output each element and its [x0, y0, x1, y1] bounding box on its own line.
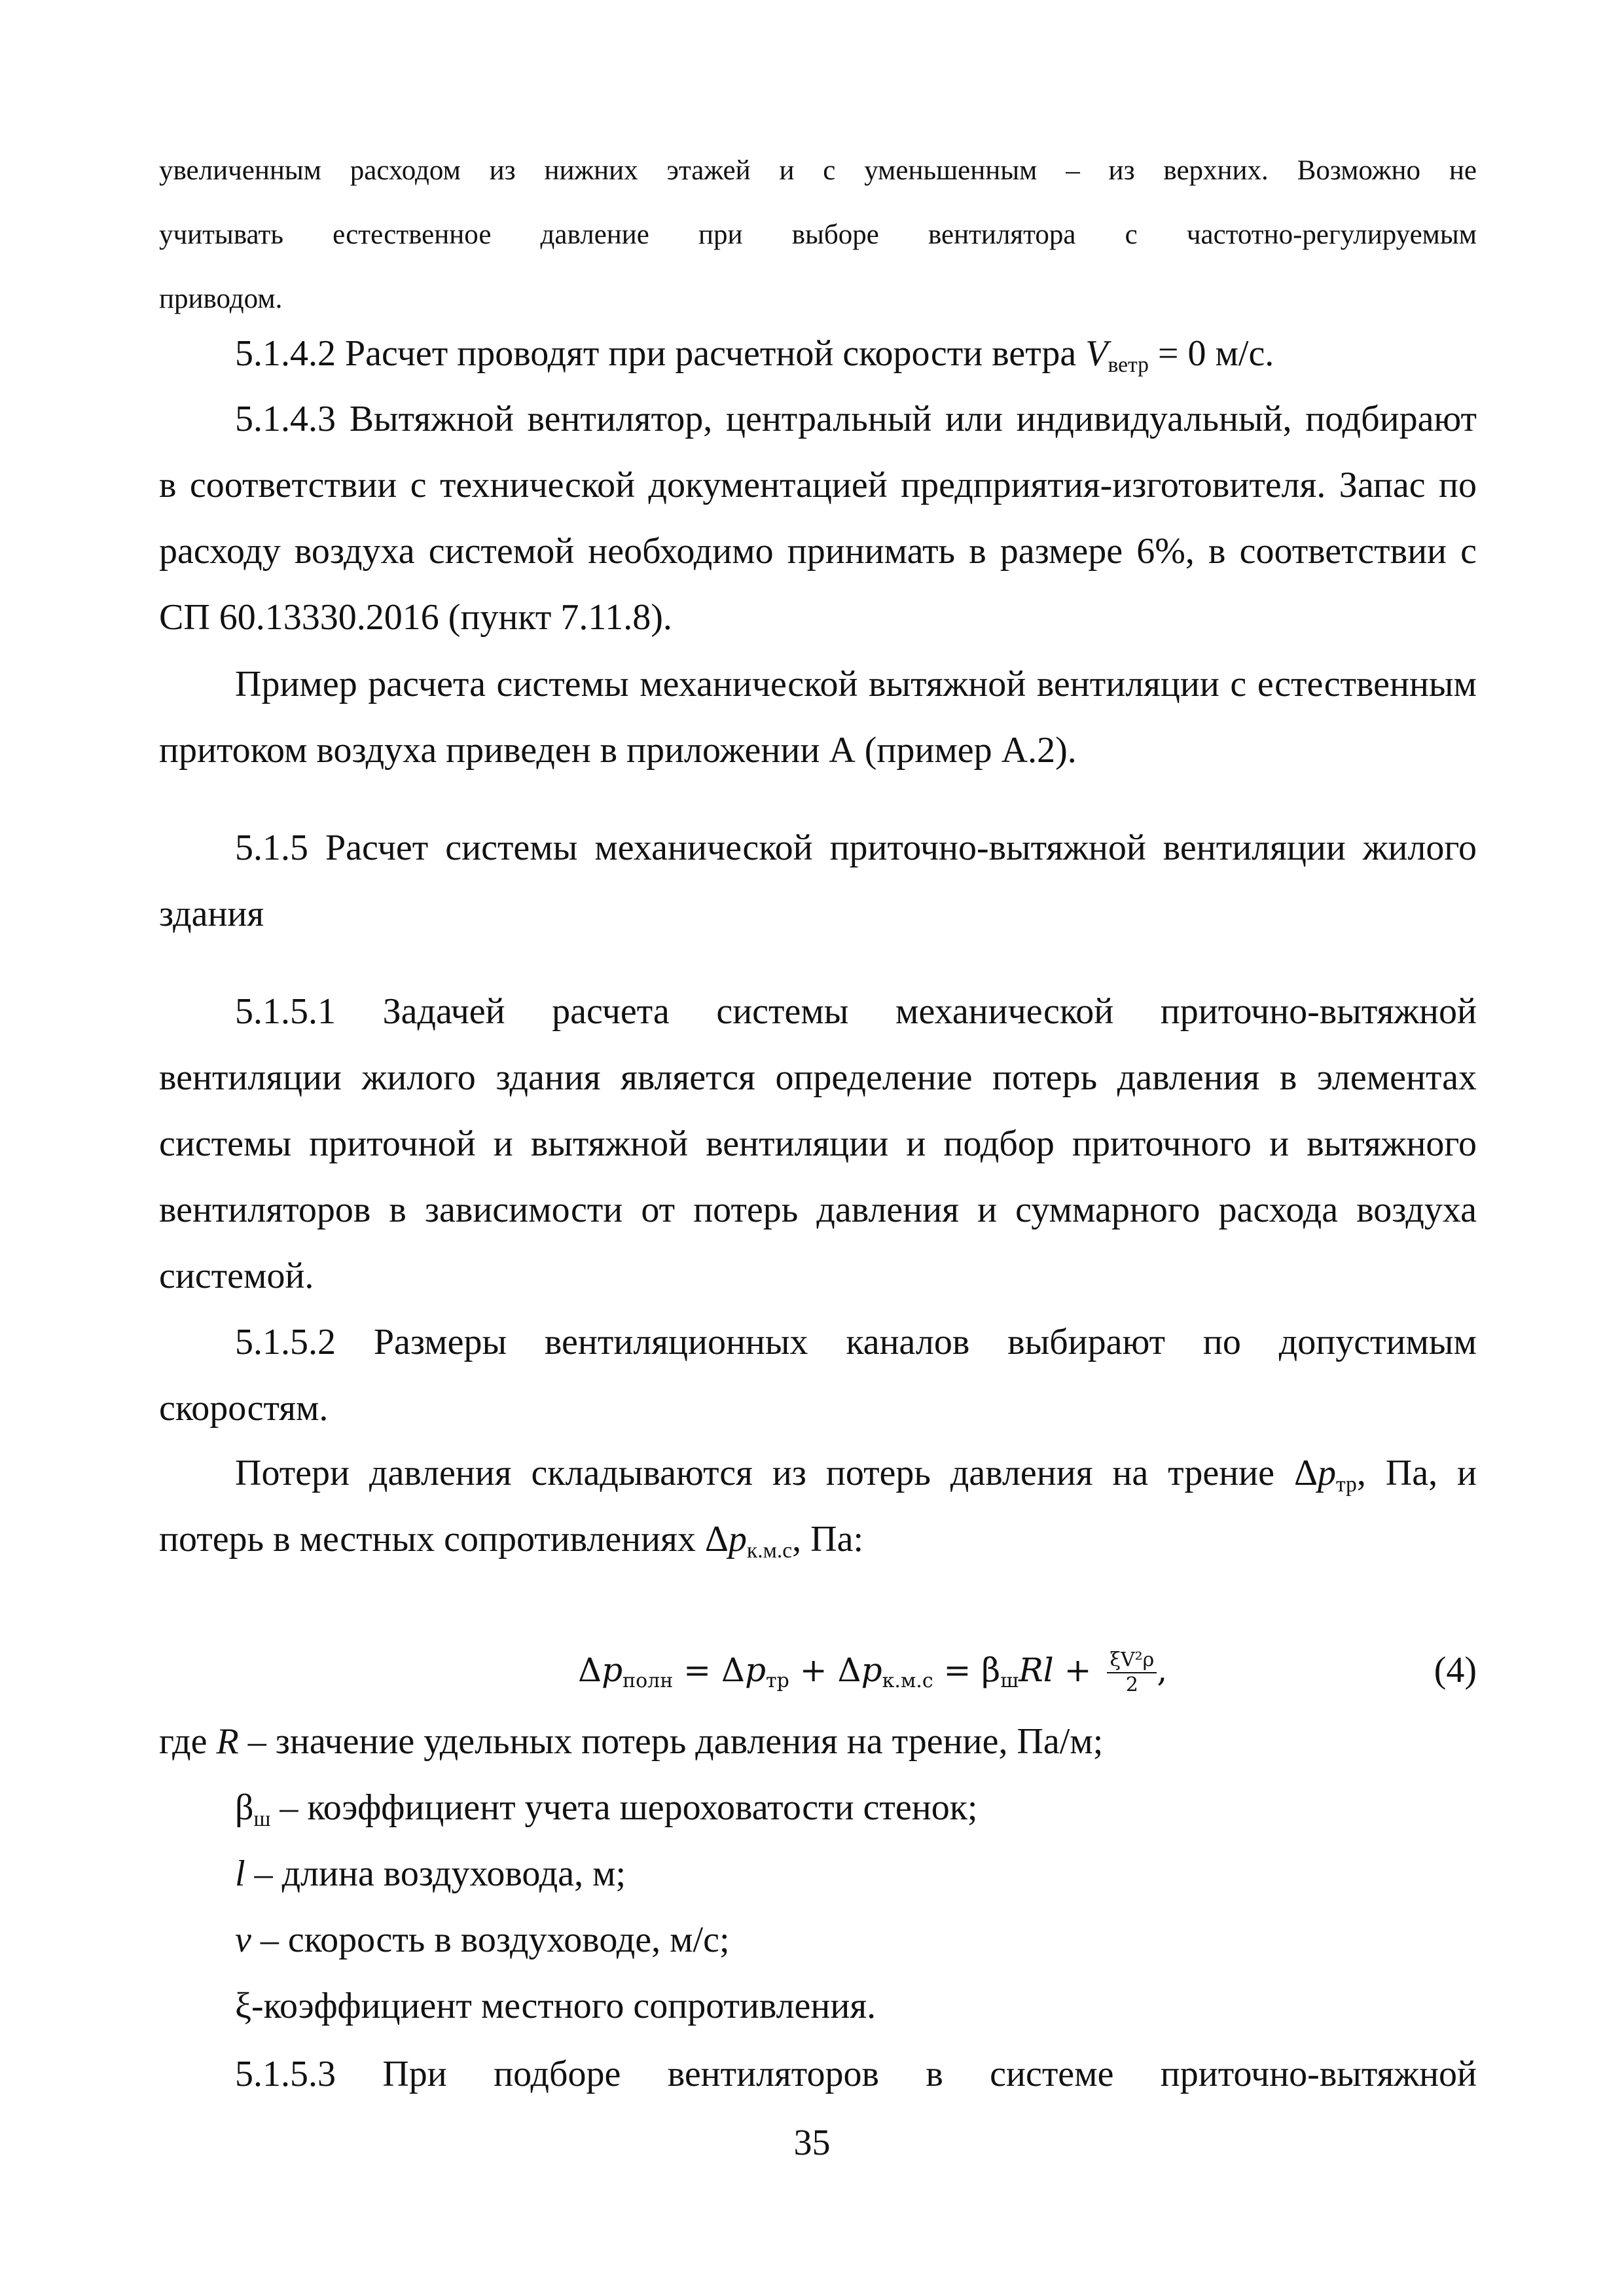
- paragraph: 5.1.5.3 При подборе вентиляторов в системе приточно-вытяжной: [235, 2054, 1477, 2094]
- paragraph: 5.1.4.3 Вытяжной вентилятор, центральный или индивидуальный, подбирают в соответствии с технической документацией предприятия-изготовителя. Запас по расходу воздуха системой необходимо принимать в размере 6%, в соответствии с СП 60.13330.2016 (пункт 7.11.8).: [159, 399, 1477, 638]
- where-list: [159, 1709, 1477, 2039]
- subscript: к.м.с: [746, 1539, 793, 1563]
- comma: ,: [1157, 1651, 1168, 1689]
- fraction-denominator: 2: [1125, 1673, 1138, 1696]
- text-line: приводом.: [159, 283, 283, 314]
- page-number: 35: [793, 2123, 831, 2163]
- formula-4: [159, 1634, 1477, 1706]
- subscript: тр: [766, 1669, 789, 1692]
- subscript: ветр: [1108, 353, 1149, 378]
- section-5-1-4-3: [159, 386, 1477, 651]
- p-symbol: p: [602, 1651, 623, 1689]
- rl-symbol: Rl: [1019, 1651, 1054, 1689]
- where-item-l: [159, 1841, 1477, 1907]
- heading: 5.1.5 Расчет системы механической приточно-вытяжной вентиляции жилого здания: [159, 828, 1477, 934]
- subscript: ш: [253, 1807, 271, 1832]
- continuation-paragraph: [159, 139, 1477, 331]
- subscript: ш: [1000, 1669, 1019, 1692]
- r-symbol: R: [216, 1721, 239, 1762]
- paragraph: [159, 321, 1477, 387]
- text: – скорость в воздуховоде, м/с;: [251, 1920, 730, 1960]
- section-5-1-5-1: [159, 979, 1477, 1309]
- pressure-symbol: p: [1317, 1453, 1336, 1493]
- paragraph: 5.1.5.2 Размеры вентиляционных каналов выбирают по допустимым скоростям.: [159, 1322, 1477, 1429]
- formula-expression: [578, 1634, 1167, 1706]
- delta-symbol: Δ: [721, 1651, 746, 1689]
- beta-symbol: β: [235, 1787, 254, 1828]
- paragraph: [159, 1440, 1477, 1573]
- text: – значение удельных потерь давления на трение, Па/м;: [238, 1721, 1104, 1762]
- section-5-1-5-3: [159, 2041, 1477, 2107]
- text: – коэффициент учета шероховатости стенок;: [270, 1787, 978, 1828]
- paragraph: Пример расчета системы механической вытяжной вентиляции с естественным притоком воздуха приведен в приложении А (пример А.2).: [159, 664, 1477, 771]
- equals: =: [673, 1651, 721, 1689]
- where-item-xi: ξ-коэффициент местного сопротивления.: [235, 1986, 876, 2026]
- paragraph: 5.1.5.1 Задачей расчета системы механической приточно-вытяжной вентиляции жилого здания является определение потерь давления в элементах системы приточной и вытяжной вентиляции и подбор приточного и вытяжного вентиляторов в зависимости от потерь давления и суммарного расхода воздуха системой.: [159, 991, 1477, 1296]
- text: – длина воздуховода, м;: [245, 1853, 626, 1894]
- delta-symbol: Δ: [578, 1651, 602, 1689]
- text-line: увеличенным расходом из нижних этажей и с уменьшенным – из верхних. Возможно не: [159, 155, 1477, 186]
- equation-number: (4): [1434, 1650, 1477, 1690]
- plus: +: [789, 1651, 838, 1689]
- section-5-1-4-2: [159, 321, 1477, 387]
- beta-symbol: β: [981, 1651, 1001, 1689]
- delta-symbol: Δ: [837, 1651, 861, 1689]
- p-symbol: p: [861, 1651, 882, 1689]
- wind-speed-symbol: V: [1085, 333, 1108, 374]
- subscript: тр: [1335, 1472, 1357, 1497]
- text: где: [159, 1721, 217, 1762]
- equals: =: [933, 1651, 982, 1689]
- v-symbol: v: [235, 1920, 251, 1960]
- plus: +: [1053, 1651, 1102, 1689]
- text: 5.1.4.2 Расчет проводят при расчетной скорости ветра: [235, 333, 1086, 374]
- l-symbol: l: [235, 1853, 245, 1894]
- text: , Па, и потерь в местных сопротивлениях Δ: [159, 1453, 1477, 1559]
- text: Потери давления складываются из потерь давления на трение Δ: [235, 1453, 1318, 1493]
- section-heading-5-1-5: [159, 815, 1477, 947]
- example-paragraph: [159, 651, 1477, 784]
- where-item-r: [159, 1709, 1477, 1775]
- subscript: к.м.с: [882, 1669, 933, 1692]
- losses-paragraph: [159, 1440, 1477, 1573]
- text: = 0 м/с.: [1148, 333, 1274, 374]
- section-5-1-5-2: [159, 1309, 1477, 1442]
- where-item-beta: [159, 1775, 1477, 1841]
- text: , Па:: [792, 1519, 864, 1559]
- p-symbol: p: [745, 1651, 767, 1689]
- fraction: [1107, 1649, 1157, 1697]
- where-item-v: [159, 1907, 1477, 1973]
- subscript: полн: [623, 1669, 674, 1692]
- fraction-numerator: ξV²ρ: [1107, 1649, 1157, 1673]
- pressure-symbol: p: [728, 1519, 747, 1559]
- text-line: учитывать естественное давление при выборе вентилятора с частотно-регулируемым: [159, 219, 1477, 250]
